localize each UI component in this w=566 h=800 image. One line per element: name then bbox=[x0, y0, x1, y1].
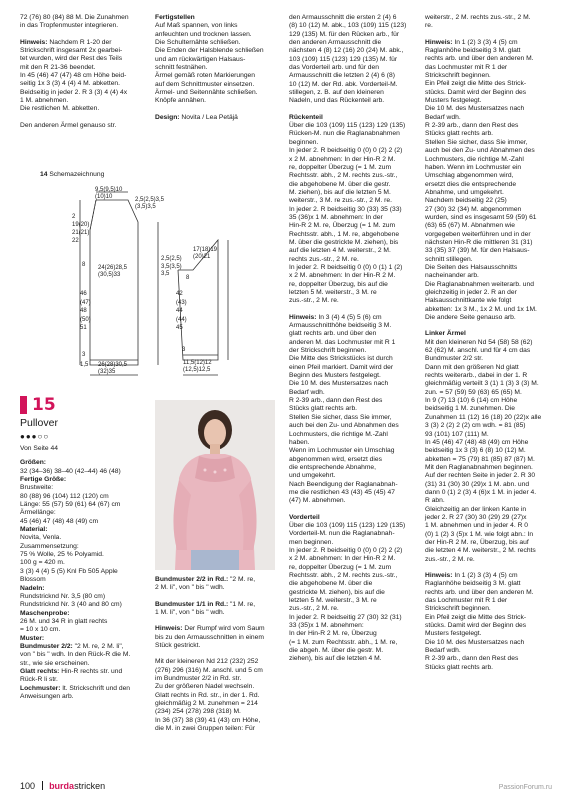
model-illustration bbox=[155, 400, 275, 570]
text-paragraph bbox=[20, 476, 140, 526]
paragraph-heading: Maschenprobe: bbox=[20, 609, 70, 617]
text-paragraph bbox=[155, 114, 275, 122]
text-paragraph bbox=[289, 114, 414, 306]
schematic-caption-text: Schemazeichnung bbox=[49, 171, 105, 178]
sch-label: 8 bbox=[82, 262, 86, 268]
paragraph-text: Rundstricknd Nr. 3,5 (80 cm) Rundstricknd Nr. 3 (40 and 80 cm) bbox=[20, 592, 122, 609]
paragraph-text: Über die 103 (109) 115 (123) 129 (135) Rücken-M. nun die Raglanabnahmen beginnen. In jeder 2. R beidseitig 0 (0) 0 (2) 2 (2) x 2 M. abnehmen: In der Hin-R 2 M. re, doppelter Überzug (= 1 M. zum Rechtsstr. abh., 2 M. rechts zus.-str., die abgehobene M. über die gestr. M. ziehen), bis auf die letzten 5 M. weiterstr., 3 M. re zus.-str., 2 M. re. In jeder 2. R beidseitig 30 (33) 35 (33) 35 (36)x 1 M. abnehmen: In der Hin-R 2 M. re, Überzug (= 1 M. zum Rechtsstr. abh., 1 M. re, abgehobene M. über die gestrickte M. ziehen), bis auf die letzten 4 M. weiterstr., 2 M. rechts zus.-str., 2 M. re. In jeder 2. R beidseitig 0 (0) 0 (1) 1 (2) x 2 M. abnehmen: In der Hin-R 2 M. re, doppelter Überzug, bis auf die letzten 5 M. weiterstr., 3 M. re zus.-str., 2 M. re. bbox=[289, 122, 406, 305]
paragraph-heading: Bundmuster 1/1 in Rd.: bbox=[155, 600, 229, 608]
col2-lower bbox=[155, 576, 275, 734]
paragraph-heading: Hinweis: bbox=[155, 625, 183, 633]
paragraph-text: Mit der kleineren Nd 212 (232) 252 (276) 296 (316) M. anschl. und 5 cm im Bundmuster 2/2 in Rd. str. Zu der größeren Nadel wechseln. Glatt rechts in Rd. str., in der 1. Rd. gleichmäßig 2 M. zunehmen = 214 (234) 254 (278) 298 (318) M. In 36 (37) 38 (39) 41 (43) cm Höhe, die M. in zwei Gruppen teilen: Für bbox=[155, 658, 263, 733]
paragraph-heading: Muster: bbox=[20, 634, 45, 642]
sch-label: 3 bbox=[82, 352, 86, 358]
text-paragraph bbox=[155, 576, 275, 593]
pattern-marker bbox=[20, 396, 27, 414]
model-photo bbox=[155, 400, 275, 570]
paragraph-text: Über die 103 (109) 115 (123) 129 (135) Vorderteil-M. nun die Raglanabnah- men beginnen. In jeder 2. R beidseitig 0 (0) 0 (2) 2 (2) x 2 M. abnehmen: In der Hin-R 2 M. re, doppelter Überzug (= 1 M. zum Rechtsstr. abh., 2 M. rechts zus.-str., die abgehobene M. über die gestrickte M. ziehen), bis auf die letzten 5 M. weiterstr., 3 M. re zus.-str., 2 M. re. In jeder 2. R beidseitig 27 (30) 32 (31) 33 (35)x 1 M. abnehmen: In der Hin-R 2 M. re, Überzug (= 1 M. zum Rechtsstr. abh., 1 M. re, die abgeh. M. über die gestr. M. ziehen), bis auf die letzten 4 M. bbox=[289, 521, 406, 663]
paragraph-heading: Fertige Größe: bbox=[20, 476, 67, 484]
text-paragraph bbox=[20, 643, 140, 668]
paragraph-text: Novita, Venla. Zusammensetzung: 75 % Wolle, 25 % Polyamid. 100 g = 420 m. 3 (3) 4 (4) 5 (5) Knl Fb 505 Apple Blossom bbox=[20, 534, 118, 584]
paragraph-text: In 1 (2) 3 (3) 4 (5) cm Raglanhöhe beidseitig 3 M. glatt rechts arb. und über den anderen M. das Lochmuster mit R 1 der Strickschrift beginnen. Ein Pfeil zeigt die Mitte des Strick- stücks. Damit wird der Beginn des Musters festgelegt. Die 10 M. des Mustersatzes nach Bedarf wdh. R 2-39 arb., dann den Rest des Stücks glatt rechts arb. bbox=[425, 572, 534, 671]
sch-label: 2,5(2,5) 3,5(3,5) 3,5 bbox=[161, 256, 182, 277]
col2-top bbox=[155, 14, 275, 122]
schematic-caption bbox=[40, 171, 104, 178]
paragraph-heading: Glatt rechts: bbox=[20, 667, 60, 675]
pattern-number: 15 bbox=[32, 395, 56, 415]
paragraph-heading: Hinweis: bbox=[289, 313, 317, 321]
schematic-caption-num: 14 bbox=[40, 171, 48, 178]
text-paragraph bbox=[155, 658, 275, 733]
paragraph-text: den Armausschnitt die ersten 2 (4) 6 (8) 10 (12) M. abk., 103 (109) 115 (123) 129 (135) M. für den Rücken arb., für den anderen Armausschnitt die nächsten 4 (8) 12 (16) 20 (24) M. abk., 103 (109) 115 (123) 129 (135) M. für das Vorderteil arb. und für den Armausschnitt die letzten 2 (4) 6 (8) 10 (12) M. der Rd. abk. Vorderteil-M. stillegen, z. B. auf den kleineren Nadeln, und das Rückenteil arb. bbox=[289, 14, 407, 105]
sch-label: 8 bbox=[186, 275, 190, 281]
pattern-title: Pullover bbox=[20, 417, 58, 429]
sch-label: 17(18)19 (20)21 bbox=[193, 247, 218, 260]
text-paragraph bbox=[155, 601, 275, 618]
sch-label: 46 (47) 48 (50) 51 bbox=[80, 291, 91, 331]
sch-label: 24(26)28,5 (30,5)33 bbox=[98, 265, 128, 278]
sch-label: 2 19(20) 21(21) 22 bbox=[72, 214, 90, 244]
text-paragraph bbox=[20, 39, 140, 114]
paragraph-heading: Design: bbox=[155, 113, 180, 121]
text-paragraph bbox=[425, 39, 553, 323]
sch-label: 2,5(2,5)3,5 (3,5)3,5 bbox=[135, 197, 165, 210]
sch-label: 3 bbox=[182, 347, 186, 353]
col1-top bbox=[20, 14, 140, 130]
text-paragraph bbox=[425, 330, 553, 564]
paragraph-text: Brustweite: 80 (88) 96 (104) 112 (120) cm Länge: 55 (57) 59 (61) 64 (67) cm Ärmellänge: 45 (46) 47 (48) 48 (49) cm bbox=[20, 484, 121, 525]
paragraph-text: In 1 (2) 3 (3) 4 (5) cm Raglanhöhe beidseitig 3 M. glatt rechts arb. und über den anderen M. das Lochmuster mit R 1 der Strickschrift beginnen. Ein Pfeil zeigt die Mitte des Strick- stücks. Damit wird der Beginn des Musters festgelegt. Die 10 M. des Mustersatzes nach Bedarf wdh. R 2-39 arb., dann den Rest des Stücks glatt rechts arb. Stellen Sie sicher, dass Sie immer, auch bei den Zu- und Abnahmen des Lochmusters, die richtige M.-Zahl haben. Wenn im Lochmuster ein Umschlag abgenommen wird, ersetzt dies die entsprechende Abnahme, und umgekehrt. Nachdem beidseitig 22 (25) 27 (30) 32 (34) M. abgenommen wurden, sind es insgesamt 59 (59) 61 (63) 65 (67) M. Abnahmen wie vorgegeben weiterführen und in der nächsten Hin-R die mittleren 31 (31) 33 (35) 37 (39) M. für den Halsaus- schnitt stillegen. Die Seiten des Halsausschnitts nacheinander arb. Die Raglanabnahmen weiterarb. und gleichzeitig in jeder 2. R an der Halsausschnittkante wie folgt abketten: 1x 3 M., 1x 2 M. und 1x 1M. Die andere Seite genauso arb. bbox=[425, 38, 537, 322]
paragraph-text: Den anderen Ärmel genauso str. bbox=[20, 121, 117, 129]
paragraph-heading: Lochmuster: bbox=[20, 684, 61, 692]
paragraph-heading: Hinweis: bbox=[20, 38, 48, 46]
paragraph-text: "1 M. re, 1 M. li", von " bis " wdh. bbox=[155, 600, 256, 617]
text-paragraph bbox=[20, 668, 140, 685]
text-paragraph bbox=[155, 625, 275, 650]
paragraph-text: 72 (76) 80 (84) 88 M. Die Zunahmen in das Tropfenmuster integrieren. bbox=[20, 14, 129, 30]
paragraph-heading: Linker Ärmel bbox=[425, 330, 466, 338]
paragraph-heading: Größen: bbox=[20, 459, 47, 467]
sch-label: 26(28)30,5 (32)35 bbox=[98, 362, 128, 375]
magazine-name-rest: stricken bbox=[74, 781, 106, 791]
text-paragraph bbox=[20, 526, 140, 584]
text-paragraph bbox=[289, 514, 414, 664]
col1-lower bbox=[20, 445, 140, 701]
paragraph-heading: Hinweis: bbox=[425, 38, 453, 46]
paragraph-heading: Bundmuster 2/2: bbox=[20, 642, 73, 650]
col3 bbox=[289, 14, 414, 664]
text-paragraph bbox=[20, 685, 140, 702]
paragraph-text: "2 M. re, 2 M. li", von " bis " wdh. bbox=[155, 576, 256, 592]
body-outline bbox=[90, 200, 138, 365]
text-paragraph bbox=[289, 14, 414, 106]
text-paragraph bbox=[425, 572, 553, 672]
sch-label: 9,5(9,5)10 (10)10 bbox=[95, 187, 123, 200]
text-paragraph bbox=[20, 635, 140, 643]
paragraph-text: Novita / Lea Petäjä bbox=[179, 113, 238, 121]
text-paragraph bbox=[155, 14, 275, 106]
watermark: PassionForum.ru bbox=[498, 784, 552, 791]
text-paragraph bbox=[20, 122, 140, 130]
paragraph-heading: Bundmuster 2/2 in Rd.: bbox=[155, 576, 229, 583]
paragraph-text: Mit den kleineren Nd 54 (58) 58 (62) 62 (62) M. anschl. und für 4 cm das Bundmuster 2/2 str. Dann mit den größeren Nd glatt rechts weiterarb., dabei in der 1. R gleichmäßig verteilt 3 (1) 1 (3) 3 (3) M. zun. = 57 (59) 59 (63) 65 (65) M. In 9 (7) 13 (10) 6 (14) cm Höhe beidseitig 1 M. zunehmen. Die Zunahmen 11 (12) 16 (18) 20 (22)x alle 3 (3) 2 (2) 2 (2) cm wdh. = 81 (85) 93 (101) 107 (111) M. In 45 (46) 47 (48) 48 (49) cm Höhe beidseitig 1x 3 (3) 6 (8) 10 (12) M. abketten = 75 (79) 81 (85) 87 (87) M. Mit den Raglanabnahmen beginnen. Auf der rechten Seite in jeder 2. R 30 (31) 31 (30) 30 (29)x 1 M. abn. und dann 0 (1) 2 (3) 4 (6)x 1 M. in jeder 4. R abn. Gleichzeitig an der linken Kante in jeder 2. R 27 (30) 30 (29) 29 (27)x 1 M. abnehmen und in jeder 4. R 0 (0) 1 (2) 3 (5)x 1 M. wie folgt abn.: In der Hin-R 2 M. re, Überzug, bis auf die letzten 4 M. weiterstr., 2 M. rechts zus.-str., 2 M. re. bbox=[425, 338, 542, 563]
text-paragraph bbox=[20, 14, 140, 31]
paragraph-text: 32 (34–36) 38–40 (42–44) 46 (48) bbox=[20, 467, 121, 475]
page-number: 100 bbox=[20, 781, 36, 791]
magazine-name-bold: burda bbox=[49, 781, 75, 791]
paragraph-text: In 3 (4) 4 (5) 5 (6) cm Armausschnitthöhe beidseitig 3 M. glatt rechts arb. und über den anderen M. das Lochmuster mit R 1 der Strickschrift beginnen. Die Mitte des Strickstücks ist durch einen Pfeil markiert. Damit wird der Beginn des Musters festgelegt. Die 10 M. des Mustersatzes nach Bedarf wdh. R 2-39 arb., dann den Rest des Stücks glatt rechts arb. Stellen Sie sicher, dass Sie immer, auch bei den Zu- und Abnahmen des Lochmusters, die richtige M.-Zahl haben. Wenn im Lochmuster ein Umschlag abgenommen wird, ersetzt dies die entsprechende Abnahme, und umgekehrt. Nach Beendigung der Raglanabnah- me die restlichen 43 (43) 45 (45) 47 (47) M. abnehmen. bbox=[289, 313, 399, 505]
paragraph-heading: Vorderteil bbox=[289, 513, 320, 521]
paragraph-text: Der Rumpf wird vom Saum bis zu den Armausschnitten in einem Stück gestrickt. bbox=[155, 625, 265, 650]
paragraph-text: lt. Strickschrift und den Anweisungen arb. bbox=[20, 684, 131, 700]
text-paragraph bbox=[425, 14, 553, 31]
col4 bbox=[425, 14, 553, 672]
text-paragraph bbox=[20, 610, 140, 635]
paragraph-heading: Fertigstellen bbox=[155, 14, 195, 21]
paragraph-heading: Rückenteil bbox=[289, 113, 323, 121]
paragraph-text: "2 M. re, 2 M. li", von " bis " wdh. In den Rück-R die M. str., wie sie erscheinen. bbox=[20, 642, 131, 667]
paragraph-text: Nachdem R 1-20 der Strickschrift insgesamt 2x gearbei- tet wurden, wird der Rest des Teils mit den R 21-36 beendet. In 45 (46) 47 (47) 48 cm Höhe beid- seitig 1x 3 (3) 4 (4) 4 M. abketten. Beidseitig in jeder 2. R 3 (3) 4 (4) 4x 1 M. abnehmen. Die restlichen M. abketten. bbox=[20, 38, 128, 113]
footer-divider bbox=[42, 781, 43, 790]
sch-label: 1,5 bbox=[80, 362, 89, 368]
difficulty-rating: ●●●○○ bbox=[20, 432, 50, 441]
paragraph-text: Auf Maß spannen, von links anfeuchten und trocknen lassen. Die Schulternähte schließen. Die Enden der Halsblende schließen und am rückwärtigen Halsaus- schnitt festnähen. Ärmel gemäß roten Markierungen auf dem Schnittmuster einsetzen. Ärmel- und Seitennähte schließen. Knöpfe annähen. bbox=[155, 22, 264, 105]
paragraph-heading: Hinweis: bbox=[425, 572, 453, 579]
text-paragraph bbox=[289, 314, 414, 506]
schematic-drawing bbox=[18, 180, 278, 390]
paragraph-text: weiterstr., 2 M. rechts zus.-str., 2 M. re. bbox=[425, 14, 531, 30]
paragraph-heading: Material: bbox=[20, 526, 48, 534]
paragraph-text: Hin-R rechts str. und Rück-R li str. bbox=[20, 667, 123, 684]
text-paragraph bbox=[20, 585, 140, 610]
ref-line: Von Seite 44 bbox=[20, 445, 58, 452]
page-footer bbox=[20, 781, 105, 791]
paragraph-heading: Nadeln: bbox=[20, 584, 45, 592]
paragraph-text: 26 M. und 34 R in glatt rechts = 10 x 10 cm. bbox=[20, 617, 108, 634]
sch-label: 42 (43) 44 (44) 45 bbox=[176, 291, 187, 331]
text-paragraph bbox=[20, 459, 140, 476]
sch-label: 11,5(12)12 (12,5)12,5 bbox=[183, 360, 212, 373]
